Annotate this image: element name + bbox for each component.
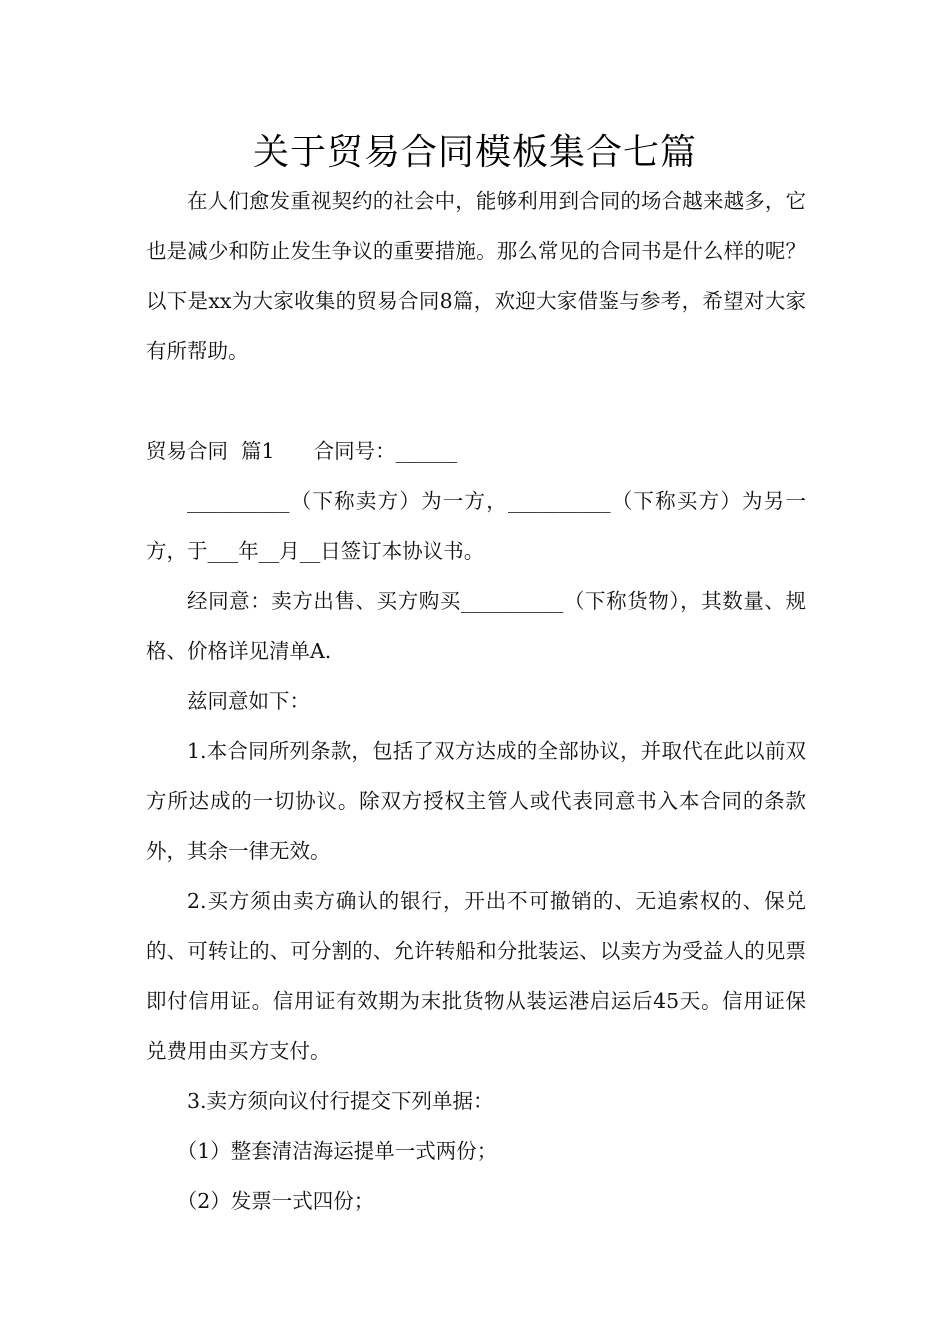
document-body <box>146 176 806 1226</box>
contract-paragraph-goods: 经同意：卖方出售、买方购买__________（下称货物），其数量、规格、价格详见清单A. <box>146 589 806 663</box>
contract-clause-3: 3.卖方须向议付行提交下列单据： <box>187 1089 494 1113</box>
contract-clause-2: 2.买方须由卖方确认的银行，开出不可撤销的、无追索权的、保兑的、可转让的、可分割的、允许转船和分批装运、以卖方为受益人的见票即付信用证。信用证有效期为末批货物从装运港启运后45天。信用证保兑费用由买方支付。 <box>146 889 806 1063</box>
contract-clause-1: 1.本合同所列条款，包括了双方达成的全部协议，并取代在此以前双方所达成的一切协议。除双方授权主管人或代表同意书入本合同的条款外，其余一律无效。 <box>146 739 806 863</box>
document-list-item: （1）整套清洁海运提单一式两份； <box>176 1139 498 1163</box>
intro-paragraph: 在人们愈发重视契约的社会中，能够利用到合同的场合越来越多，它也是减少和防止发生争议的重要措施。那么常见的合同书是什么样的呢？以下是xx为大家收集的贸易合同8篇，欢迎大家借鉴与参考，希望对大家有所帮助。 <box>146 189 806 363</box>
contract-paragraph-agreement: 兹同意如下： <box>187 689 310 713</box>
contract-paragraph-parties: __________（下称卖方）为一方，__________（下称买方）为另一方，于___年__月__日签订本协议书。 <box>146 489 806 563</box>
document-title: 关于贸易合同模板集合七篇 <box>252 132 697 173</box>
document-list-item: （2）发票一式四份； <box>176 1189 375 1213</box>
paragraph-spacer <box>146 376 806 426</box>
section-heading: 贸易合同 篇1 合同号：______ <box>146 439 458 463</box>
